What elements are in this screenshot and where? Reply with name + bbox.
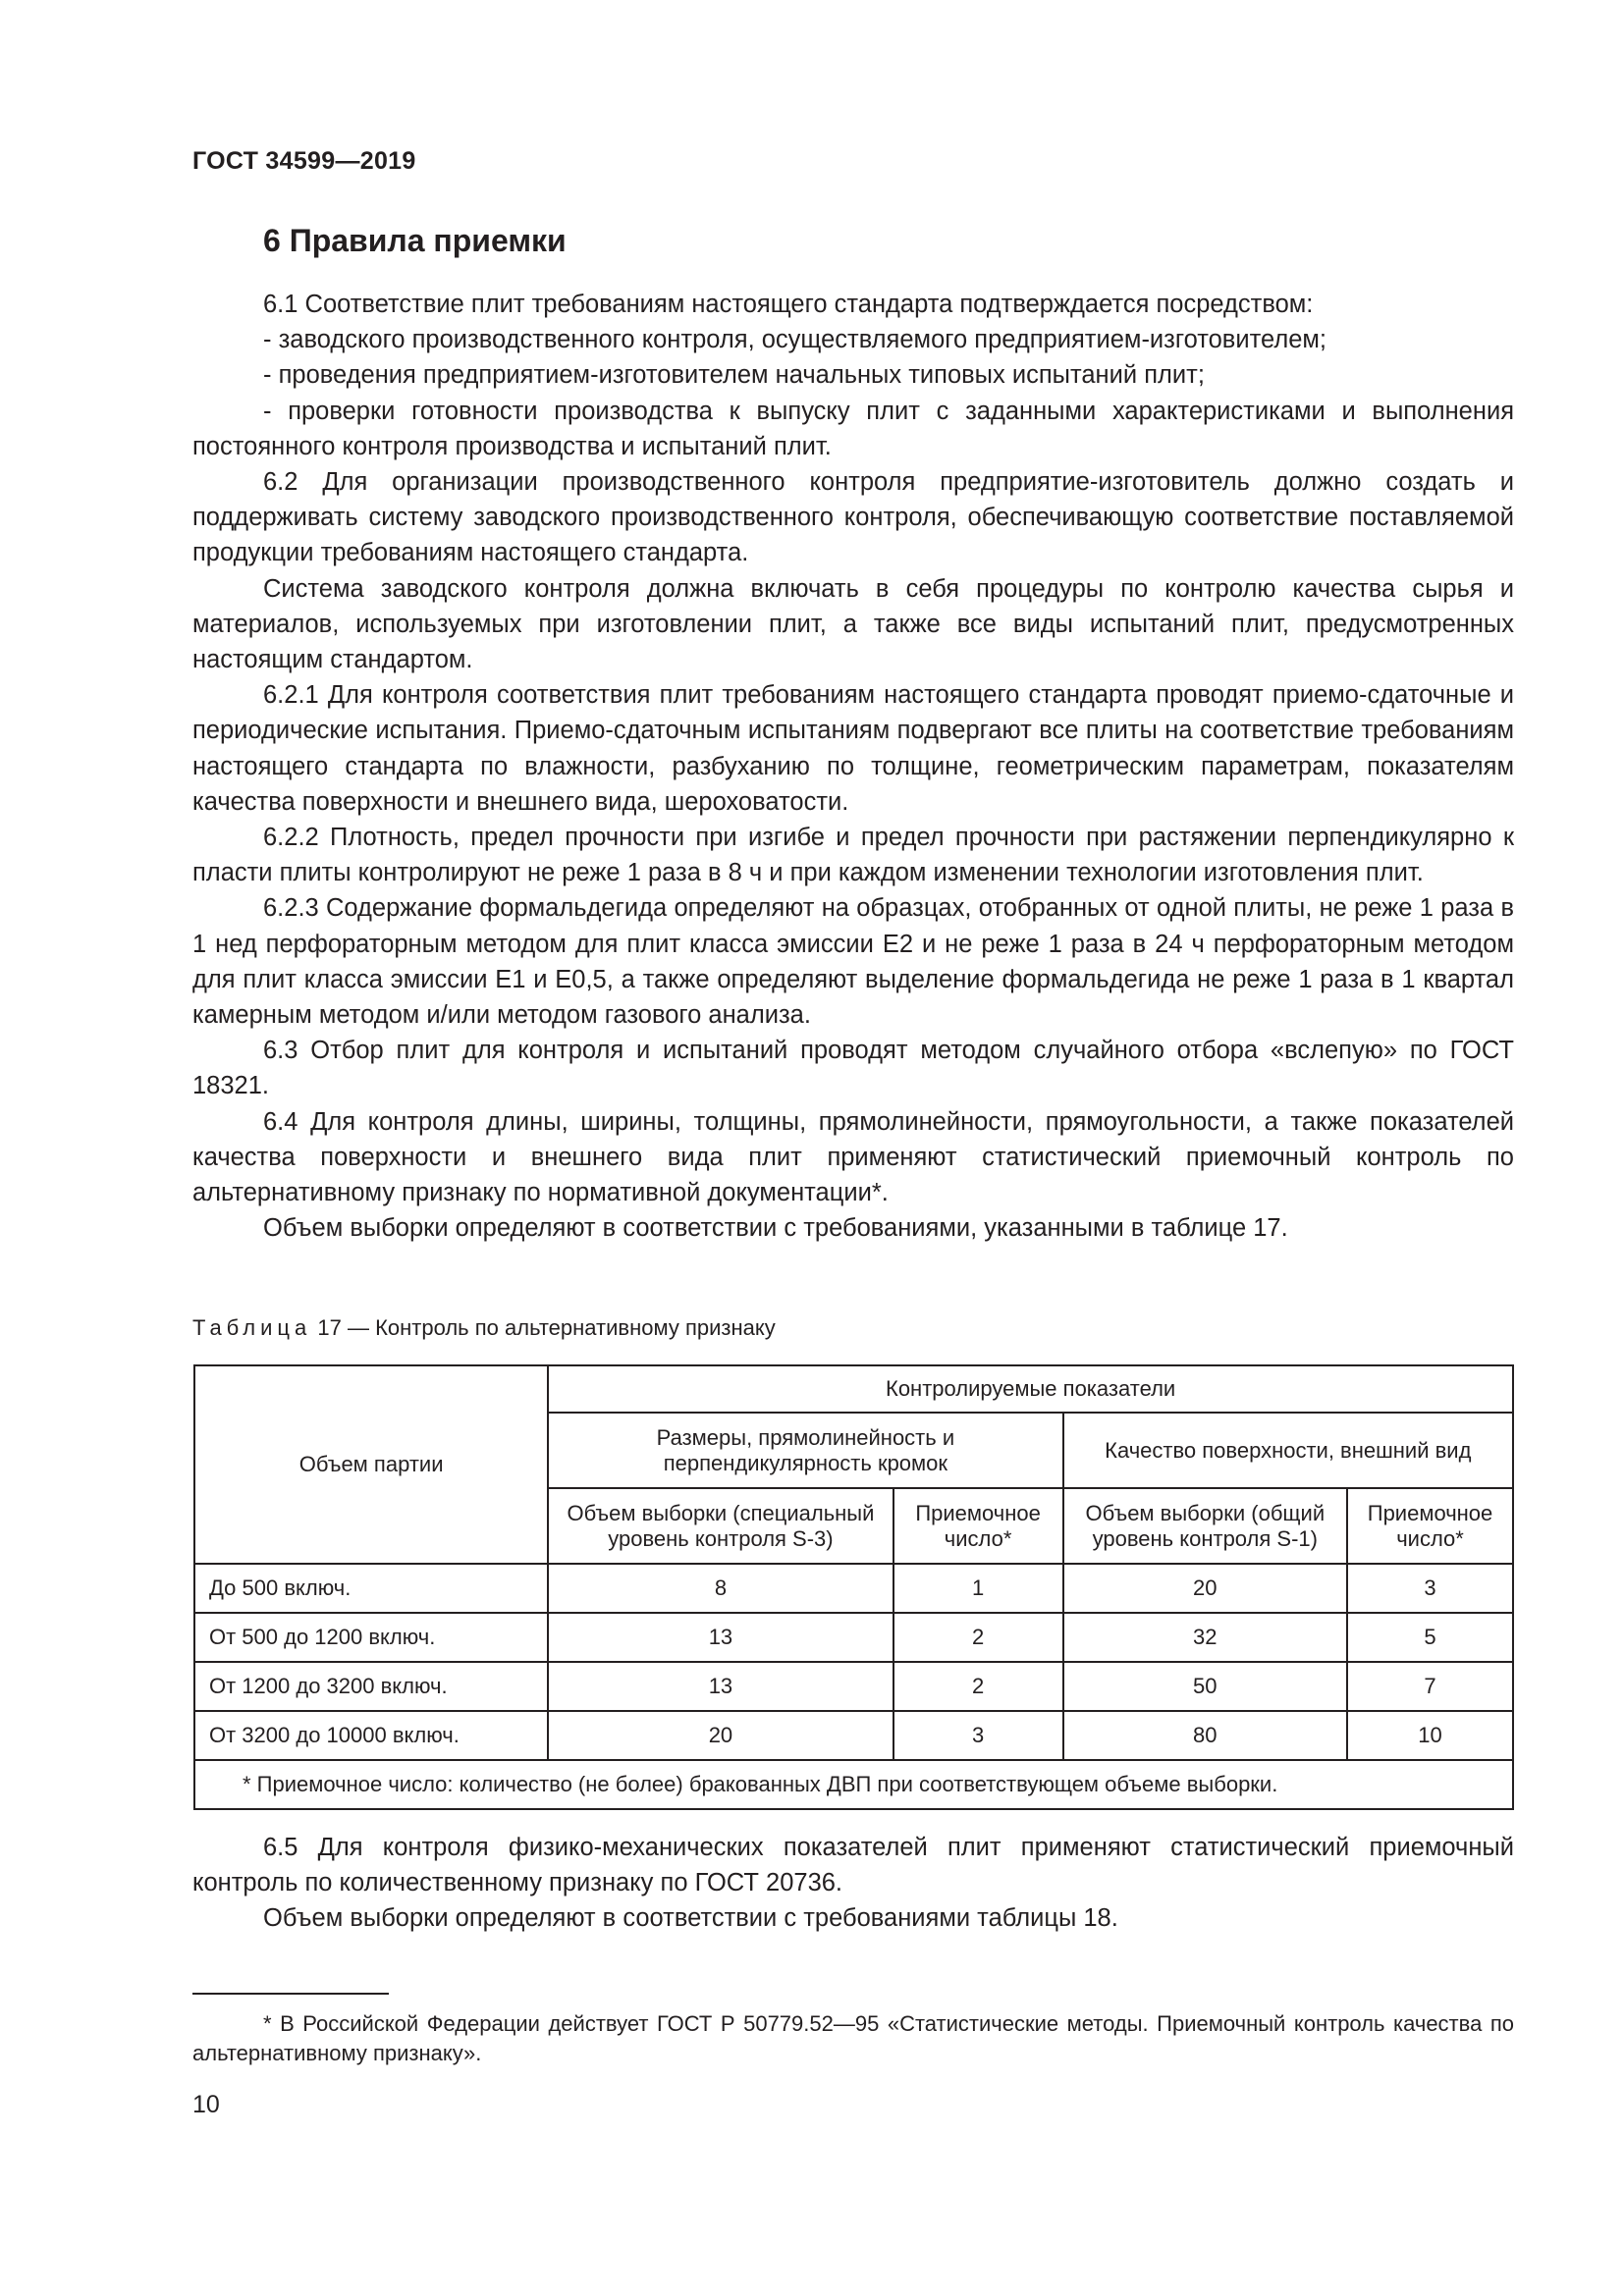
page-number: 10 bbox=[192, 2091, 220, 2118]
table-caption bbox=[192, 1315, 776, 1341]
table-cell: 32 bbox=[1063, 1613, 1347, 1662]
paragraph: 6.4 Для контроля длины, ширины, толщины, прямолинейности, прямоугольности, а также показателей качества поверхности и внешнего вида плит применяют статистический приемочный контроль по альтернативному признаку по нормативной документации*. bbox=[192, 1107, 1514, 1207]
paragraph: Объем выборки определяют в соответствии с требованиями, указанными в таблице 17. bbox=[263, 1214, 1288, 1243]
table-cell: 3 bbox=[893, 1711, 1063, 1760]
paragraph: Объем выборки определяют в соответствии с требованиями таблицы 18. bbox=[263, 1904, 1118, 1933]
table-footnote: * Приемочное число: количество (не более) бракованных ДВП при соответствующем объеме выборки. bbox=[194, 1760, 1513, 1809]
header-lot-size: Объем партии bbox=[194, 1365, 548, 1564]
table-caption-text: 17 — Контроль по альтернативному признаку bbox=[311, 1315, 776, 1340]
header-acceptance-number: Приемочное число* bbox=[893, 1488, 1063, 1564]
table-cell: До 500 включ. bbox=[194, 1564, 548, 1613]
list-item: - проверки готовности производства к выпуску плит с заданными характеристиками и выполнения постоянного контроля производства и испытаний плит. bbox=[192, 397, 1514, 460]
paragraph: 6.1 Соответствие плит требованиям настоящего стандарта подтверждается посредством: bbox=[263, 291, 1314, 318]
table-cell: 5 bbox=[1347, 1613, 1513, 1662]
acceptance-table bbox=[193, 1364, 1514, 1810]
list-item: - проведения предприятием-изготовителем начальных типовых испытаний плит; bbox=[263, 361, 1205, 390]
table-cell: 20 bbox=[548, 1711, 893, 1760]
body-text-continued bbox=[192, 1830, 1514, 1937]
table-cell: 13 bbox=[548, 1613, 893, 1662]
paragraph: 6.2 Для организации производственного контроля предприятие-изготовитель должно создать и поддерживать систему заводского производственного контроля, обеспечивающую соответствие поставляемой продукции требованиям настоящего стандарта. bbox=[192, 468, 1514, 567]
list-item: - заводского производственного контроля, осуществляемого предприятием-изготовителем; bbox=[263, 326, 1327, 354]
table-cell: От 3200 до 10000 включ. bbox=[194, 1711, 548, 1760]
header-controlled: Контролируемые показатели bbox=[548, 1365, 1513, 1413]
paragraph: 6.2.3 Содержание формальдегида определяют на образцах, отобранных от одной плиты, не реже 1 раза в 1 нед перфораторным методом для плит класса эмиссии Е2 и не реже 1 раза в 24 ч перфораторным методом для плит класса эмиссии Е1 и Е0,5, а также определяют выделение формальдегида не реже 1 раза в 1 квартал камерным методом и/или методом газового анализа. bbox=[192, 894, 1514, 1030]
table-cell: 10 bbox=[1347, 1711, 1513, 1760]
paragraph: 6.2.1 Для контроля соответствия плит требованиям настоящего стандарта проводят приемо-сдаточные и периодические испытания. Приемо-сдаточным испытаниям подвергают все плиты на соответствие требованиям настоящего стандарта по влажности, разбуханию по толщине, геометрическим параметрам, показателям качества поверхности и внешнего вида, шероховатости. bbox=[192, 681, 1514, 816]
table-cell: 8 bbox=[548, 1564, 893, 1613]
table-cell: 3 bbox=[1347, 1564, 1513, 1613]
paragraph: Система заводского контроля должна включать в себя процедуры по контролю качества сырья и материалов, используемых при изготовлении плит, а также все виды испытаний плит, предусмотренных настоящим стандартом. bbox=[192, 574, 1514, 674]
table-row bbox=[194, 1613, 1513, 1662]
table-row bbox=[194, 1662, 1513, 1711]
table-cell: 20 bbox=[1063, 1564, 1347, 1613]
table-cell: 1 bbox=[893, 1564, 1063, 1613]
table-cell: От 1200 до 3200 включ. bbox=[194, 1662, 548, 1711]
paragraph: 6.3 Отбор плит для контроля и испытаний проводят методом случайного отбора «вслепую» по ГОСТ 18321. bbox=[192, 1037, 1514, 1100]
header-sample-general: Объем выборки (общий уровень контроля S-1) bbox=[1063, 1488, 1347, 1564]
table-caption-word: Таблица bbox=[192, 1315, 312, 1340]
header-sample-special: Объем выборки (специальный уровень контроля S-3) bbox=[548, 1488, 893, 1564]
table-cell: 2 bbox=[893, 1662, 1063, 1711]
table-row bbox=[194, 1564, 1513, 1613]
table-cell: 13 bbox=[548, 1662, 893, 1711]
table-row bbox=[194, 1711, 1513, 1760]
section-title: 6 Правила приемки bbox=[263, 223, 567, 258]
table-cell: 50 bbox=[1063, 1662, 1347, 1711]
table-cell: 80 bbox=[1063, 1711, 1347, 1760]
document-header: ГОСТ 34599—2019 bbox=[192, 147, 416, 175]
page-footnote bbox=[192, 2009, 1514, 2068]
header-group-surface: Качество поверхности, внешний вид bbox=[1063, 1413, 1513, 1488]
table-cell: 2 bbox=[893, 1613, 1063, 1662]
header-group-dimensions: Размеры, прямолинейность и перпендикулярность кромок bbox=[548, 1413, 1062, 1488]
table-cell: 7 bbox=[1347, 1662, 1513, 1711]
paragraph: 6.2.2 Плотность, предел прочности при изгибе и предел прочности при растяжении перпендикулярно к пласти плиты контролируют не реже 1 раза в 8 ч и при каждом изменении технологии изготовления плит. bbox=[192, 824, 1514, 887]
body-text bbox=[192, 287, 1514, 1246]
footnote-text: * В Российской Федерации действует ГОСТ Р 50779.52—95 «Статистические методы. Приемочный контроль качества по альтернативному признаку». bbox=[192, 2011, 1514, 2065]
footnote-divider bbox=[192, 1993, 389, 1995]
paragraph: 6.5 Для контроля физико-механических показателей плит применяют статистический приемочный контроль по количественному признаку по ГОСТ 20736. bbox=[192, 1834, 1514, 1897]
header-acceptance-number: Приемочное число* bbox=[1347, 1488, 1513, 1564]
table-cell: От 500 до 1200 включ. bbox=[194, 1613, 548, 1662]
